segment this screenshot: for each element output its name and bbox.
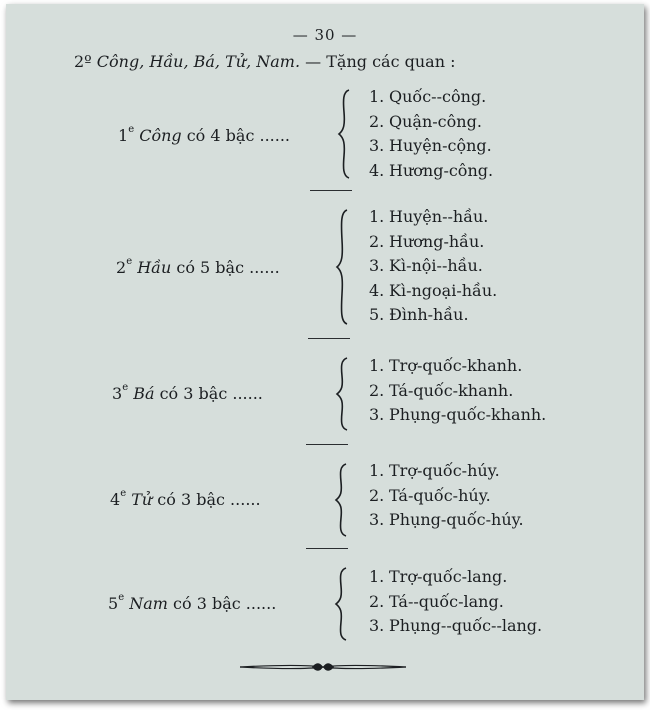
rank-ordinal: 5	[108, 594, 119, 613]
rank-count-text: có 4 bậc ......	[186, 126, 291, 145]
list-item: 5. Đình-hầu.	[369, 305, 469, 324]
rank-items-list	[369, 205, 497, 328]
rank-count-text: có 3 bậc ......	[157, 490, 261, 509]
section-divider	[310, 190, 352, 191]
list-item: 2. Quận-công.	[369, 111, 482, 131]
rank-items-list	[369, 354, 546, 428]
heading-prefix: 2º	[74, 52, 92, 71]
rank-items-list	[369, 459, 524, 533]
rank-ordinal: 4	[110, 490, 121, 509]
rank-ordinal-sup: e	[122, 382, 129, 393]
rank-name: Hầu	[137, 258, 172, 277]
list-item: 2. Tá--quốc-lang.	[369, 591, 504, 611]
rank-name: Nam	[129, 594, 168, 613]
rank-label	[118, 126, 290, 145]
list-item: 1. Huyện--hầu.	[369, 207, 489, 226]
rank-count-text: có 3 bậc ......	[173, 594, 277, 613]
rank-ordinal: 3	[112, 384, 123, 403]
list-item: 1. Trợ-quốc-khanh.	[369, 356, 523, 375]
list-item: 4. Hương-công.	[369, 160, 494, 180]
page-number: — 30 —	[292, 26, 358, 44]
rank-label	[116, 258, 280, 277]
book-page	[6, 4, 644, 700]
brace-icon	[334, 208, 354, 326]
list-item: 3. Phụng-quốc-khanh.	[369, 405, 547, 424]
rank-ordinal-sup: e	[120, 488, 127, 499]
rank-label	[110, 490, 261, 509]
section-heading	[74, 52, 455, 71]
list-item: 2. Tá-quốc-húy.	[369, 485, 491, 505]
list-item: 2. Hương-hầu.	[369, 231, 485, 251]
ornamental-divider-icon	[238, 660, 408, 674]
heading-titles: Công, Hầu, Bá, Tử, Nam.	[96, 52, 301, 71]
rank-name: Tử	[131, 490, 153, 509]
brace-icon	[336, 88, 356, 180]
section-divider	[308, 338, 350, 339]
rank-ordinal-sup: e	[118, 592, 125, 603]
list-item: 4. Kì-ngoại-hầu.	[369, 280, 498, 300]
section-divider	[306, 444, 348, 445]
heading-suffix: — Tặng các quan :	[305, 52, 456, 71]
rank-name: Bá	[133, 384, 155, 403]
section-divider	[306, 548, 348, 549]
rank-count-text: có 5 bậc ......	[176, 258, 280, 277]
rank-label	[108, 594, 276, 613]
list-item: 3. Phụng-quốc-húy.	[369, 510, 524, 529]
rank-count-text: có 3 bậc ......	[159, 384, 263, 403]
brace-icon	[334, 356, 354, 432]
rank-items-list	[369, 565, 542, 639]
brace-icon	[333, 462, 353, 538]
rank-ordinal: 1	[118, 126, 129, 145]
list-item: 1. Trợ-quốc-lang.	[369, 567, 508, 586]
rank-ordinal: 2	[116, 258, 127, 277]
rank-ordinal-sup: e	[126, 256, 133, 267]
list-item: 2. Tá-quốc-khanh.	[369, 380, 514, 400]
list-item: 3. Phụng--quốc--lang.	[369, 616, 543, 635]
rank-items-list	[369, 85, 493, 183]
list-item: 3. Kì-nội--hầu.	[369, 256, 483, 275]
list-item: 1. Quốc--công.	[369, 87, 487, 106]
rank-name: Công	[139, 126, 182, 145]
list-item: 1. Trợ-quốc-húy.	[369, 461, 500, 480]
brace-icon	[333, 566, 353, 642]
rank-label	[112, 384, 263, 403]
rank-ordinal-sup: e	[128, 124, 135, 135]
list-item: 3. Huyện-cộng.	[369, 136, 492, 155]
